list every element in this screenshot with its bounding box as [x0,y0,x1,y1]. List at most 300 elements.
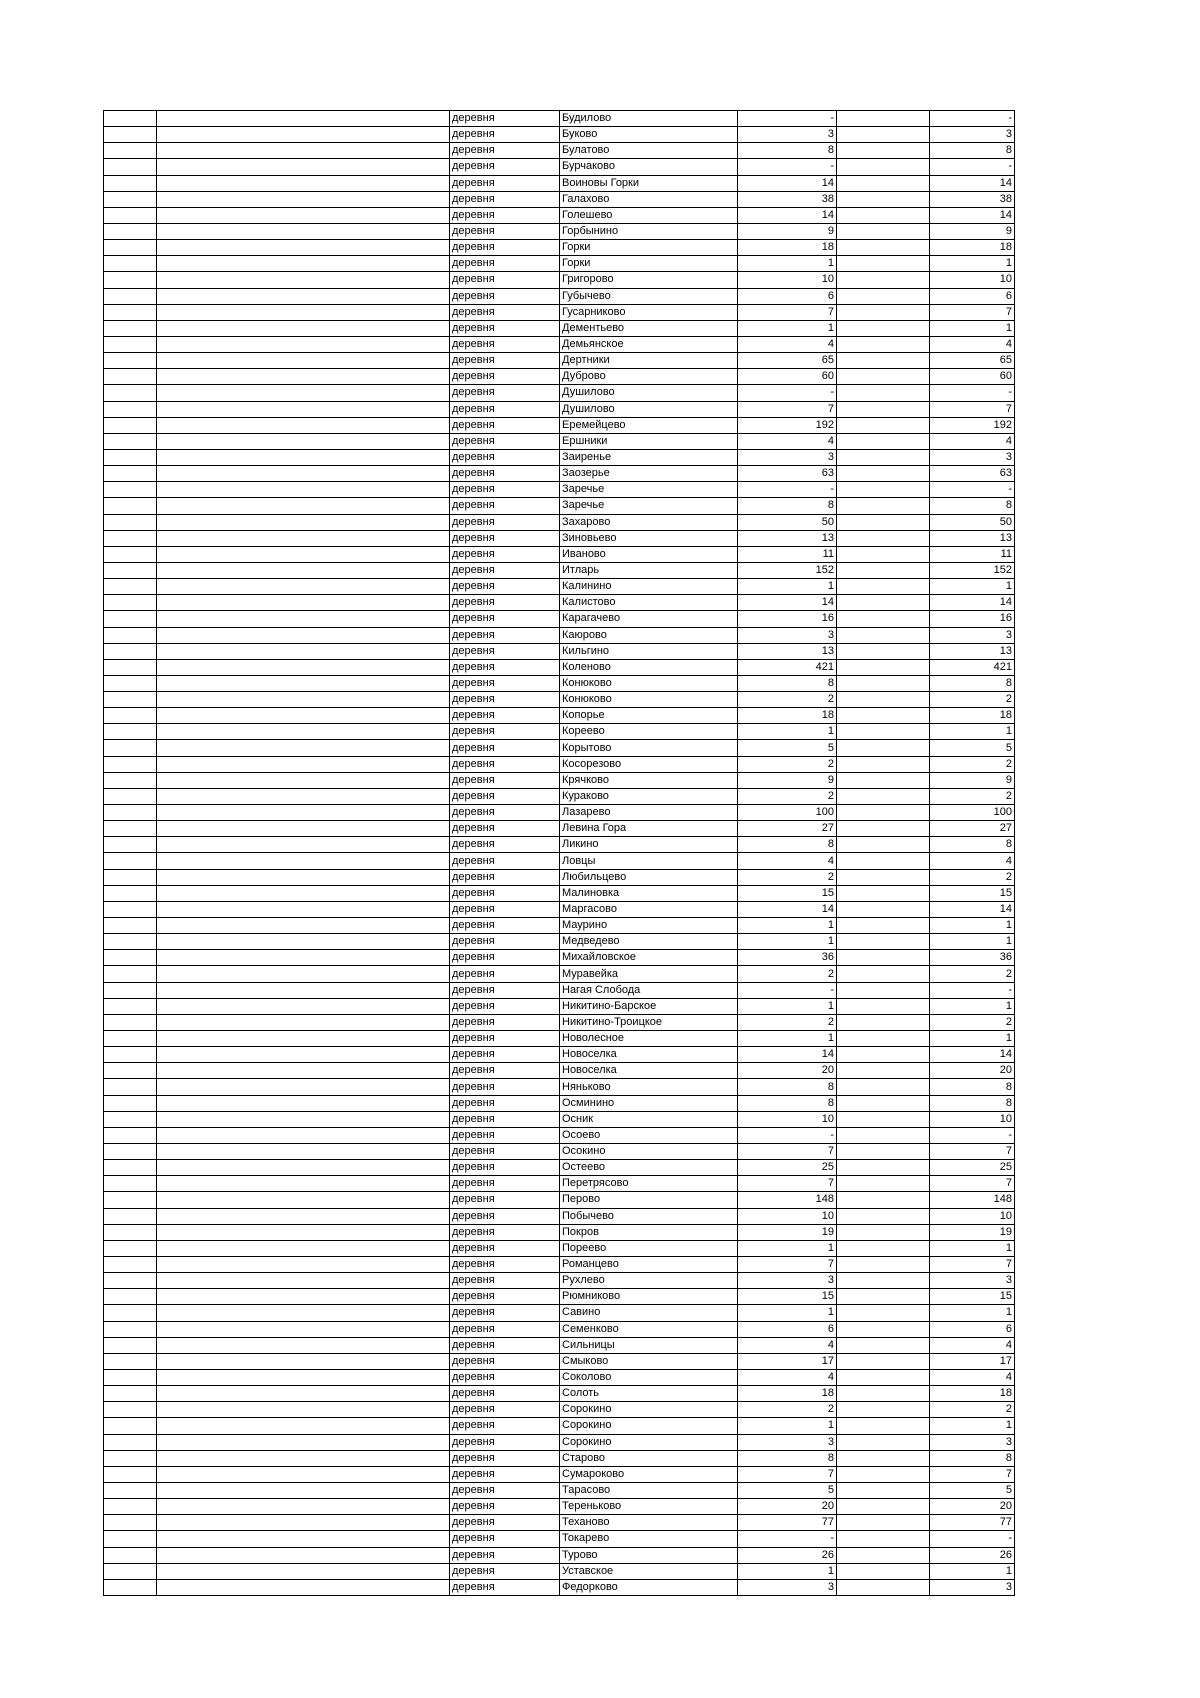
settlement-type-cell: деревня [450,1111,560,1127]
total-population-cell: 14 [738,207,837,223]
empty-cell [157,1063,450,1079]
population-value-cell: 2 [930,869,1015,885]
population-value-cell: 2 [930,788,1015,804]
empty-cell [837,950,930,966]
table-row [104,659,1015,675]
empty-cell [837,498,930,514]
settlement-name-cell: Будилово [560,111,738,127]
empty-cell [157,304,450,320]
empty-cell [104,1031,157,1047]
total-population-cell: 17 [738,1353,837,1369]
total-population-cell: 6 [738,1321,837,1337]
settlement-name-cell: Конюково [560,692,738,708]
total-population-cell: 152 [738,562,837,578]
total-population-cell: - [738,159,837,175]
empty-cell [157,1515,450,1531]
table-row [104,401,1015,417]
total-population-cell: 16 [738,611,837,627]
settlement-type-cell: деревня [450,1079,560,1095]
settlement-type-cell: деревня [450,805,560,821]
table-row [104,708,1015,724]
population-value-cell: 9 [930,223,1015,239]
empty-cell [837,1256,930,1272]
empty-cell [157,1547,450,1563]
empty-cell [104,1289,157,1305]
total-population-cell: 3 [738,1579,837,1595]
empty-cell [157,934,450,950]
empty-cell [157,240,450,256]
settlement-type-cell: деревня [450,1531,560,1547]
total-population-cell: 7 [738,1466,837,1482]
settlement-type-cell: деревня [450,466,560,482]
empty-cell [104,740,157,756]
table-row [104,385,1015,401]
settlement-name-cell: Дуброво [560,369,738,385]
empty-cell [837,982,930,998]
empty-cell [104,659,157,675]
settlement-type-cell: деревня [450,111,560,127]
settlement-type-cell: деревня [450,256,560,272]
settlement-name-cell: Новоселка [560,1047,738,1063]
total-population-cell: - [738,482,837,498]
settlement-name-cell: Никитино-Троицкое [560,1014,738,1030]
empty-cell [157,466,450,482]
empty-cell [104,805,157,821]
empty-cell [837,1321,930,1337]
table-row [104,1289,1015,1305]
empty-cell [837,1337,930,1353]
settlement-type-cell: деревня [450,1369,560,1385]
empty-cell [157,1579,450,1595]
table-row [104,1160,1015,1176]
population-value-cell: 17 [930,1353,1015,1369]
settlement-type-cell: деревня [450,1047,560,1063]
empty-cell [104,1402,157,1418]
table-row [104,1208,1015,1224]
table-row [104,498,1015,514]
empty-cell [104,1499,157,1515]
settlement-type-cell: деревня [450,1127,560,1143]
settlement-name-cell: Дементьево [560,320,738,336]
empty-cell [837,449,930,465]
table-row [104,1031,1015,1047]
total-population-cell: 4 [738,1369,837,1385]
total-population-cell: 1 [738,579,837,595]
empty-cell [837,1031,930,1047]
empty-cell [157,982,450,998]
settlement-type-cell: деревня [450,643,560,659]
population-value-cell: 9 [930,772,1015,788]
empty-cell [837,1160,930,1176]
settlement-type-cell: деревня [450,1095,560,1111]
table-row [104,240,1015,256]
table-row [104,1192,1015,1208]
table-row [104,643,1015,659]
empty-cell [157,1321,450,1337]
empty-cell [157,966,450,982]
population-value-cell: 7 [930,1176,1015,1192]
settlement-type-cell: деревня [450,482,560,498]
total-population-cell: 4 [738,853,837,869]
table-row [104,1353,1015,1369]
population-value-cell: 18 [930,1386,1015,1402]
settlement-name-cell: Иваново [560,546,738,562]
table-row [104,692,1015,708]
total-population-cell: 60 [738,369,837,385]
settlement-type-cell: деревня [450,1256,560,1272]
empty-cell [157,1208,450,1224]
settlement-name-cell: Няньково [560,1079,738,1095]
population-value-cell: 8 [930,1079,1015,1095]
population-value-cell: 15 [930,1289,1015,1305]
empty-cell [104,756,157,772]
total-population-cell: 1 [738,1563,837,1579]
total-population-cell: 1 [738,934,837,950]
settlement-type-cell: деревня [450,708,560,724]
settlement-name-cell: Перово [560,1192,738,1208]
total-population-cell: 13 [738,530,837,546]
empty-cell [837,1176,930,1192]
total-population-cell: 8 [738,1095,837,1111]
empty-cell [104,1369,157,1385]
population-value-cell: - [930,482,1015,498]
empty-cell [837,143,930,159]
total-population-cell: 77 [738,1515,837,1531]
settlement-name-cell: Токарево [560,1531,738,1547]
empty-cell [157,1079,450,1095]
population-value-cell: 1 [930,1031,1015,1047]
empty-cell [104,918,157,934]
total-population-cell: 9 [738,772,837,788]
empty-cell [157,1095,450,1111]
empty-cell [837,708,930,724]
population-value-cell: 8 [930,675,1015,691]
settlement-type-cell: деревня [450,498,560,514]
settlement-name-cell: Итларь [560,562,738,578]
empty-cell [157,740,450,756]
empty-cell [104,901,157,917]
empty-cell [157,998,450,1014]
total-population-cell: 3 [738,449,837,465]
empty-cell [157,1386,450,1402]
table-row [104,934,1015,950]
settlement-name-cell: Малиновка [560,885,738,901]
settlement-type-cell: деревня [450,304,560,320]
empty-cell [837,998,930,1014]
total-population-cell: 10 [738,1111,837,1127]
table-row [104,1305,1015,1321]
settlement-type-cell: деревня [450,1305,560,1321]
table-row [104,127,1015,143]
total-population-cell: 1 [738,1418,837,1434]
empty-cell [157,530,450,546]
empty-cell [157,869,450,885]
empty-cell [837,611,930,627]
empty-cell [157,1192,450,1208]
population-value-cell: - [930,385,1015,401]
settlement-name-cell: Копорье [560,708,738,724]
population-value-cell: - [930,1531,1015,1547]
total-population-cell: 63 [738,466,837,482]
population-value-cell: 1 [930,1240,1015,1256]
total-population-cell: 8 [738,1079,837,1095]
population-value-cell: 16 [930,611,1015,627]
empty-cell [157,143,450,159]
table-row [104,1531,1015,1547]
empty-cell [104,1111,157,1127]
empty-cell [157,692,450,708]
total-population-cell: 6 [738,288,837,304]
settlement-name-cell: Новоселка [560,1063,738,1079]
table-row [104,1111,1015,1127]
empty-cell [837,901,930,917]
empty-cell [157,1273,450,1289]
total-population-cell: 3 [738,127,837,143]
empty-cell [157,579,450,595]
empty-cell [104,579,157,595]
settlement-type-cell: деревня [450,336,560,352]
population-value-cell: 10 [930,1111,1015,1127]
total-population-cell: 1 [738,1240,837,1256]
total-population-cell: 1 [738,998,837,1014]
total-population-cell: 20 [738,1499,837,1515]
table-row [104,756,1015,772]
total-population-cell: 27 [738,821,837,837]
empty-cell [104,853,157,869]
empty-cell [837,1095,930,1111]
table-row [104,724,1015,740]
settlement-name-cell: Покров [560,1224,738,1240]
empty-cell [157,207,450,223]
empty-cell [104,401,157,417]
settlement-name-cell: Григорово [560,272,738,288]
settlement-type-cell: деревня [450,692,560,708]
empty-cell [837,1192,930,1208]
settlement-name-cell: Каюрово [560,627,738,643]
table-row [104,1369,1015,1385]
empty-cell [157,756,450,772]
total-population-cell: 1 [738,1305,837,1321]
empty-cell [104,692,157,708]
empty-cell [837,1273,930,1289]
empty-cell [104,1434,157,1450]
empty-cell [157,1031,450,1047]
settlement-type-cell: деревня [450,433,560,449]
settlement-type-cell: деревня [450,579,560,595]
total-population-cell: 15 [738,885,837,901]
settlement-type-cell: деревня [450,724,560,740]
population-value-cell: 1 [930,724,1015,740]
settlement-name-cell: Тарасово [560,1482,738,1498]
population-value-cell: 3 [930,449,1015,465]
settlement-type-cell: деревня [450,320,560,336]
total-population-cell: 18 [738,708,837,724]
settlement-type-cell: деревня [450,449,560,465]
empty-cell [157,1305,450,1321]
table-row [104,207,1015,223]
empty-cell [157,853,450,869]
population-value-cell: 8 [930,1095,1015,1111]
settlement-type-cell: деревня [450,1563,560,1579]
empty-cell [157,1434,450,1450]
table-row [104,1337,1015,1353]
empty-cell [104,708,157,724]
settlement-name-cell: Савино [560,1305,738,1321]
empty-cell [104,127,157,143]
empty-cell [104,1047,157,1063]
settlement-type-cell: деревня [450,675,560,691]
table-row [104,256,1015,272]
population-value-cell: 5 [930,1482,1015,1498]
settlement-type-cell: деревня [450,223,560,239]
empty-cell [837,272,930,288]
settlement-name-cell: Душилово [560,401,738,417]
settlement-name-cell: Бурчаково [560,159,738,175]
empty-cell [837,466,930,482]
settlement-name-cell: Кильгино [560,643,738,659]
settlement-name-cell: Осминино [560,1095,738,1111]
settlement-name-cell: Осокино [560,1144,738,1160]
settlement-type-cell: деревня [450,207,560,223]
total-population-cell: 421 [738,659,837,675]
empty-cell [157,1047,450,1063]
empty-cell [837,885,930,901]
settlement-type-cell: деревня [450,869,560,885]
table-row [104,482,1015,498]
total-population-cell: 1 [738,1031,837,1047]
empty-cell [837,1224,930,1240]
settlement-name-cell: Голешево [560,207,738,223]
empty-cell [104,1353,157,1369]
population-value-cell: 148 [930,1192,1015,1208]
empty-cell [157,127,450,143]
settlement-name-cell: Сильницы [560,1337,738,1353]
empty-cell [104,546,157,562]
empty-cell [104,1240,157,1256]
empty-cell [157,369,450,385]
empty-cell [104,1273,157,1289]
settlement-type-cell: деревня [450,385,560,401]
table-row [104,1499,1015,1515]
settlement-type-cell: деревня [450,514,560,530]
empty-cell [837,1402,930,1418]
settlement-type-cell: деревня [450,853,560,869]
empty-cell [837,692,930,708]
empty-cell [104,240,157,256]
table-row [104,788,1015,804]
empty-cell [837,853,930,869]
table-row [104,466,1015,482]
empty-cell [157,1176,450,1192]
settlement-name-cell: Уставское [560,1563,738,1579]
empty-cell [157,256,450,272]
table-row [104,1079,1015,1095]
empty-cell [157,1144,450,1160]
table-row [104,320,1015,336]
empty-cell [837,805,930,821]
settlement-type-cell: деревня [450,530,560,546]
empty-cell [104,934,157,950]
table-row [104,1224,1015,1240]
table-row [104,595,1015,611]
empty-cell [104,966,157,982]
settlement-type-cell: деревня [450,1321,560,1337]
total-population-cell: 5 [738,1482,837,1498]
table-row [104,821,1015,837]
total-population-cell: 1 [738,320,837,336]
table-row [104,1063,1015,1079]
table-row [104,579,1015,595]
settlement-name-cell: Рухлево [560,1273,738,1289]
population-value-cell: 8 [930,837,1015,853]
settlement-type-cell: деревня [450,159,560,175]
population-value-cell: 6 [930,288,1015,304]
table-row [104,1547,1015,1563]
population-value-cell: 38 [930,191,1015,207]
settlement-name-cell: Семенково [560,1321,738,1337]
population-value-cell: 100 [930,805,1015,821]
empty-cell [104,772,157,788]
total-population-cell: 26 [738,1547,837,1563]
population-value-cell: 4 [930,336,1015,352]
empty-cell [157,449,450,465]
population-value-cell: 26 [930,1547,1015,1563]
empty-cell [104,417,157,433]
population-value-cell: 19 [930,1224,1015,1240]
settlement-type-cell: деревня [450,998,560,1014]
settlement-name-cell: Заречье [560,498,738,514]
population-value-cell: 10 [930,1208,1015,1224]
empty-cell [104,950,157,966]
population-value-cell: 11 [930,546,1015,562]
settlement-name-cell: Смыково [560,1353,738,1369]
total-population-cell: - [738,385,837,401]
total-population-cell: - [738,111,837,127]
empty-cell [837,223,930,239]
empty-cell [837,1111,930,1127]
empty-cell [157,724,450,740]
settlement-type-cell: деревня [450,659,560,675]
empty-cell [837,1515,930,1531]
settlement-type-cell: деревня [450,982,560,998]
empty-cell [157,1160,450,1176]
table-row [104,111,1015,127]
empty-cell [104,1256,157,1272]
settlement-name-cell: Губычево [560,288,738,304]
settlement-name-cell: Гусарниково [560,304,738,320]
empty-cell [157,320,450,336]
empty-cell [157,336,450,352]
empty-cell [104,1095,157,1111]
empty-cell [157,1499,450,1515]
empty-cell [837,643,930,659]
settlement-name-cell: Карагачево [560,611,738,627]
empty-cell [104,498,157,514]
settlement-name-cell: Зиновьево [560,530,738,546]
empty-cell [837,675,930,691]
empty-cell [157,1289,450,1305]
settlement-type-cell: деревня [450,1579,560,1595]
table-row [104,1434,1015,1450]
table-row [104,885,1015,901]
empty-cell [837,1499,930,1515]
empty-cell [837,1450,930,1466]
settlement-type-cell: деревня [450,1224,560,1240]
settlement-type-cell: деревня [450,1450,560,1466]
empty-cell [837,1531,930,1547]
settlement-name-cell: Осоево [560,1127,738,1143]
table-row [104,1144,1015,1160]
